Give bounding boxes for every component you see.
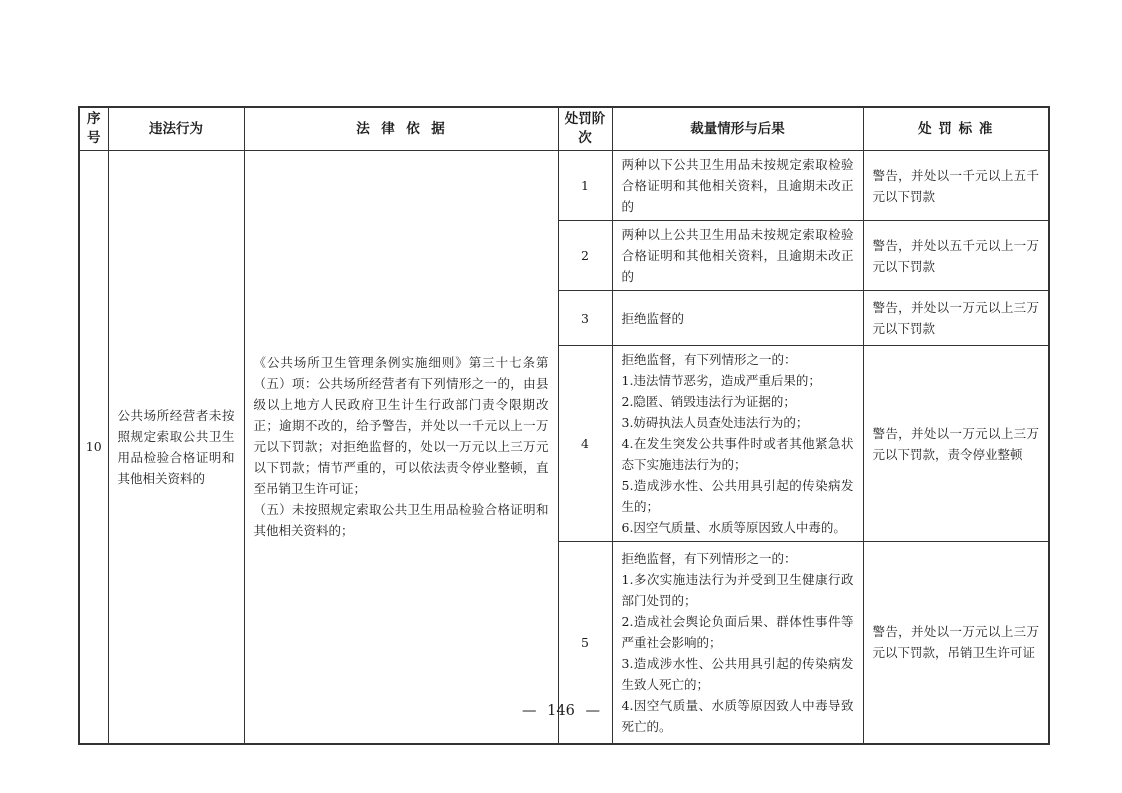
cell-stage-4: 4 [558,346,612,542]
cell-circumstance-4 [612,346,863,542]
circumstance-line: 3.造成涉水性、公共用具引起的传染病发生致人死亡的； [621,655,854,692]
cell-circumstance-1: 两种以下公共卫生用品未按规定索取检验合格证明和其他相关资料，且逾期未改正的 [612,151,863,221]
header-violation: 违法行为 [108,107,244,151]
cell-stage-2: 2 [558,221,612,291]
cell-circumstance-3: 拒绝监督的 [612,291,863,346]
legal-basis-paragraph: 《公共场所卫生管理条例实施细则》第三十七条第（五）项：公共场所经营者有下列情形之一的，由县级以上地方人民政府卫生计生行政部门责令限期改正；逾期不改的，给予警告，并处以一千元以上一万元以下罚款；对拒绝监督的，处以一万元以上三万元以下罚款；情节严重的，可以依法责令停业整顿，直至吊销卫生许可证； [253,355,549,497]
cell-penalty-3: 警告，并处以一万元以上三万元以下罚款 [863,291,1049,346]
table-header-row [79,107,1049,151]
cell-penalty-4: 警告，并处以一万元以上三万元以下罚款，责令停业整顿 [863,346,1049,542]
legal-basis-paragraph: （五）未按照规定索取公共卫生用品检验合格证明和其他相关资料的； [253,502,549,539]
cell-circumstance-2: 两种以上公共卫生用品未按规定索取检验合格证明和其他相关资料，且逾期未改正的 [612,221,863,291]
header-seq: 序号 [79,107,108,151]
penalty-table [78,106,1050,745]
page-number: — 146 — [522,703,600,719]
circumstance-line: 5.造成涉水性、公共用具引起的传染病发生的； [621,478,854,514]
cell-penalty-5: 警告，并处以一万元以上三万元以下罚款，吊销卫生许可证 [863,542,1049,744]
cell-penalty-1: 警告，并处以一千元以上五千元以下罚款 [863,151,1049,221]
table-row [79,151,1049,221]
circumstance-line: 拒绝监督，有下列情形之一的： [621,550,797,566]
circumstance-line: 2.造成社会舆论负面后果、群体性事件等严重社会影响的； [621,613,854,650]
header-stage: 处罚阶次 [558,107,612,151]
circumstance-line: 6.因空气质量、水质等原因致人中毒的。 [621,520,846,535]
circumstance-line: 2.隐匿、销毁违法行为证据的； [621,394,796,409]
circumstance-line: 1.违法情节恶劣，造成严重后果的； [621,373,821,388]
cell-seq: 10 [79,151,108,744]
cell-violation: 公共场所经营者未按照规定索取公共卫生用品检验合格证明和其他相关资料的 [108,151,244,744]
circumstance-line: 4.在发生突发公共事件时或者其他紧急状态下实施违法行为的； [621,436,854,472]
circumstance-line: 4.因空气质量、水质等原因致人中毒导致死亡的。 [621,697,854,734]
cell-stage-1: 1 [558,151,612,221]
cell-legal-basis [244,151,558,744]
header-penalty: 处罚标准 [863,107,1049,151]
circumstance-line: 1.多次实施违法行为并受到卫生健康行政部门处罚的； [621,571,854,608]
cell-stage-5: 5 [558,542,612,744]
header-legal-basis: 法律依据 [244,107,558,151]
circumstance-line: 3.妨碍执法人员查处违法行为的； [621,415,809,430]
circumstance-line: 拒绝监督，有下列情形之一的： [621,352,797,367]
header-circumstance: 裁量情形与后果 [612,107,863,151]
cell-stage-3: 3 [558,291,612,346]
cell-penalty-2: 警告，并处以五千元以上一万元以下罚款 [863,221,1049,291]
